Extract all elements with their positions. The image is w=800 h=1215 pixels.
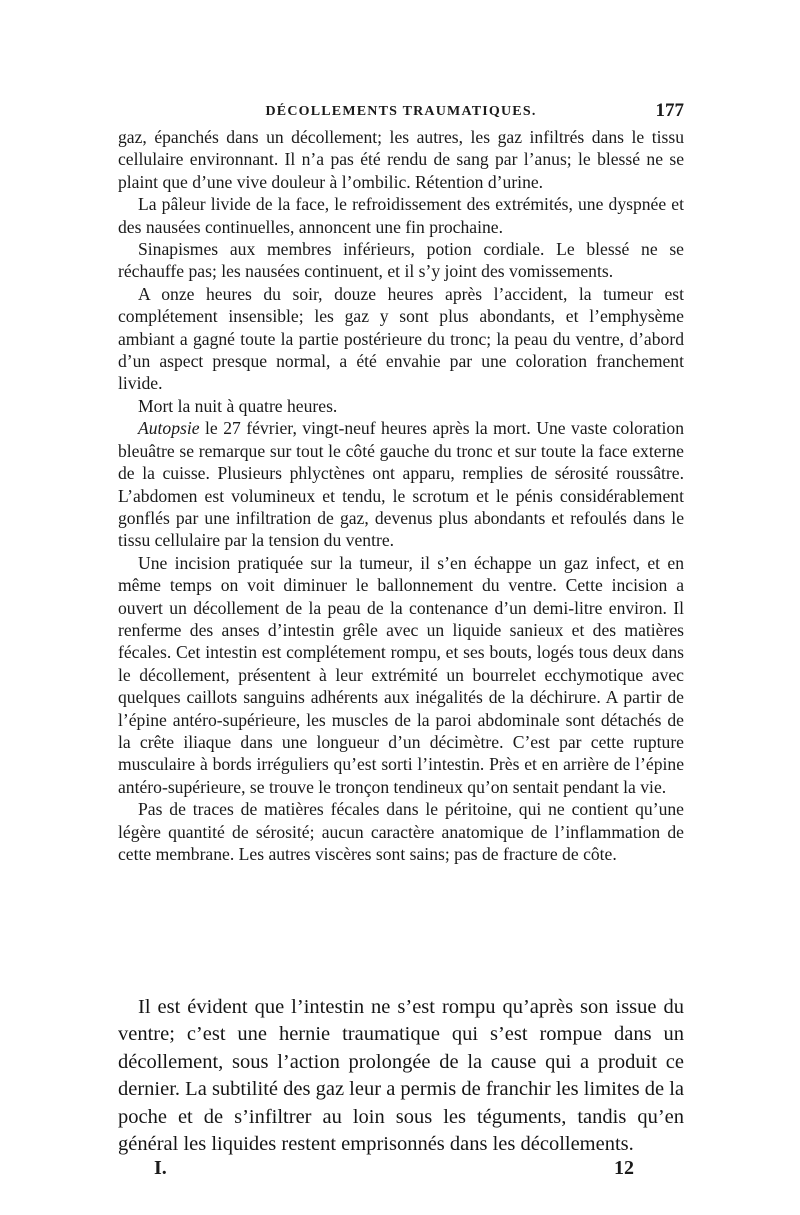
paragraph-conclusion: Il est évident que l’intestin ne s’est rompu qu’après son issue du ventre; c’est une hernie traumatique qui s’est rompue dans un décollement, sous l’action prolongée de la cause qui a produit ce dernier. La subtilité des gaz leur a permis de franchir les limites de la poche et de s’infiltrer au loin sous les téguments, tandis qu’en général les liquides restent emprisonnés dans les décollements. bbox=[118, 996, 684, 1156]
signature-mark: I. bbox=[154, 1157, 167, 1179]
page-number: 177 bbox=[655, 100, 684, 121]
autopsy-text: le 27 février, vingt-neuf heures après la mort. Une vaste coloration bleuâtre se remarque sur tout le côté gauche du tronc et sur toute la face externe de la cuisse. Plusieurs phlyctènes ont apparu, remplies de sérosité roussâtre. L’abdomen est volumineux et tendu, le scrotum et le pénis considérablement gonflés par une infiltration de gaz, devenus plus abondants et refoulés dans le tissu cellulaire par la tension du ventre. bbox=[118, 418, 684, 551]
paragraph-incision: Une incision pratiquée sur la tumeur, il s’en échappe un gaz infect, et en même temps on voit diminuer le ballonnement du ventre. Cette incision a ouvert un décollement de la peau de la contenance d’un demi-litre environ. Il renferme des anses d’intestin grêle avec un liquide sanieux et des matières fécales. Cet intestin est complétement rompu, et ses bouts, logés tous deux dans le décollement, présentent à leur extrémité un bourrelet ecchymotique avec quelques caillots sanguins adhérents aux inégalités de la déchirure. A partir de l’épine antéro-supérieure, les muscles de la paroi abdominale sont détachés de la crête iliaque dans une longueur d’un décimètre. C’est par cette rupture musculaire à bords irréguliers qu’est sorti l’intestin. Près et en arrière de l’épine antéro-supérieure, se trouve le tronçon tendineux qu’on sentait pendant la vie. bbox=[118, 552, 684, 797]
conclusion-block bbox=[118, 994, 684, 1158]
paragraph-death: Mort la nuit à quatre heures. bbox=[138, 395, 338, 416]
paragraph-autopsy bbox=[118, 417, 684, 551]
paragraph-prognosis: La pâleur livide de la face, le refroidissement des extrémités, une dyspnée et des nausées continuelles, annoncent une fin prochaine. bbox=[118, 194, 684, 237]
running-title: DÉCOLLEMENTS TRAUMATIQUES. bbox=[265, 104, 537, 119]
page-footer bbox=[154, 1157, 634, 1183]
paragraph-evolution: A onze heures du soir, douze heures après l’accident, la tumeur est complétement insensible; les gaz y sont plus abondants, et l’emphysème ambiant a gagné toute la partie postérieure du tronc; la peau du ventre, d’abord d’un aspect presque normal, a été envahie par une coloration franchement livide. bbox=[118, 283, 684, 394]
paragraph-peritoneum: Pas de traces de matières fécales dans le péritoine, qui ne contient qu’une légère quantité de sérosité; aucun caractère anatomique de l’inflammation de cette membrane. Les autres viscères sont sains; pas de fracture de côte. bbox=[118, 799, 684, 864]
sheet-number: 12 bbox=[614, 1157, 634, 1179]
page-header bbox=[118, 100, 684, 124]
paragraph-treatment: Sinapismes aux membres inférieurs, potion cordiale. Le blessé ne se réchauffe pas; les nausées continuent, et il s’y joint des vomissements. bbox=[118, 239, 684, 282]
autopsy-label: Autopsie bbox=[138, 418, 200, 439]
paragraph-continuation: gaz, épanchés dans un décollement; les autres, les gaz infiltrés dans le tissu cellulaire environnant. Il n’a pas été rendu de sang par l’anus; le blessé ne se plaint que d’une vive douleur à l’ombilic. Rétention d’urine. bbox=[118, 127, 684, 192]
case-report-text bbox=[118, 126, 684, 865]
